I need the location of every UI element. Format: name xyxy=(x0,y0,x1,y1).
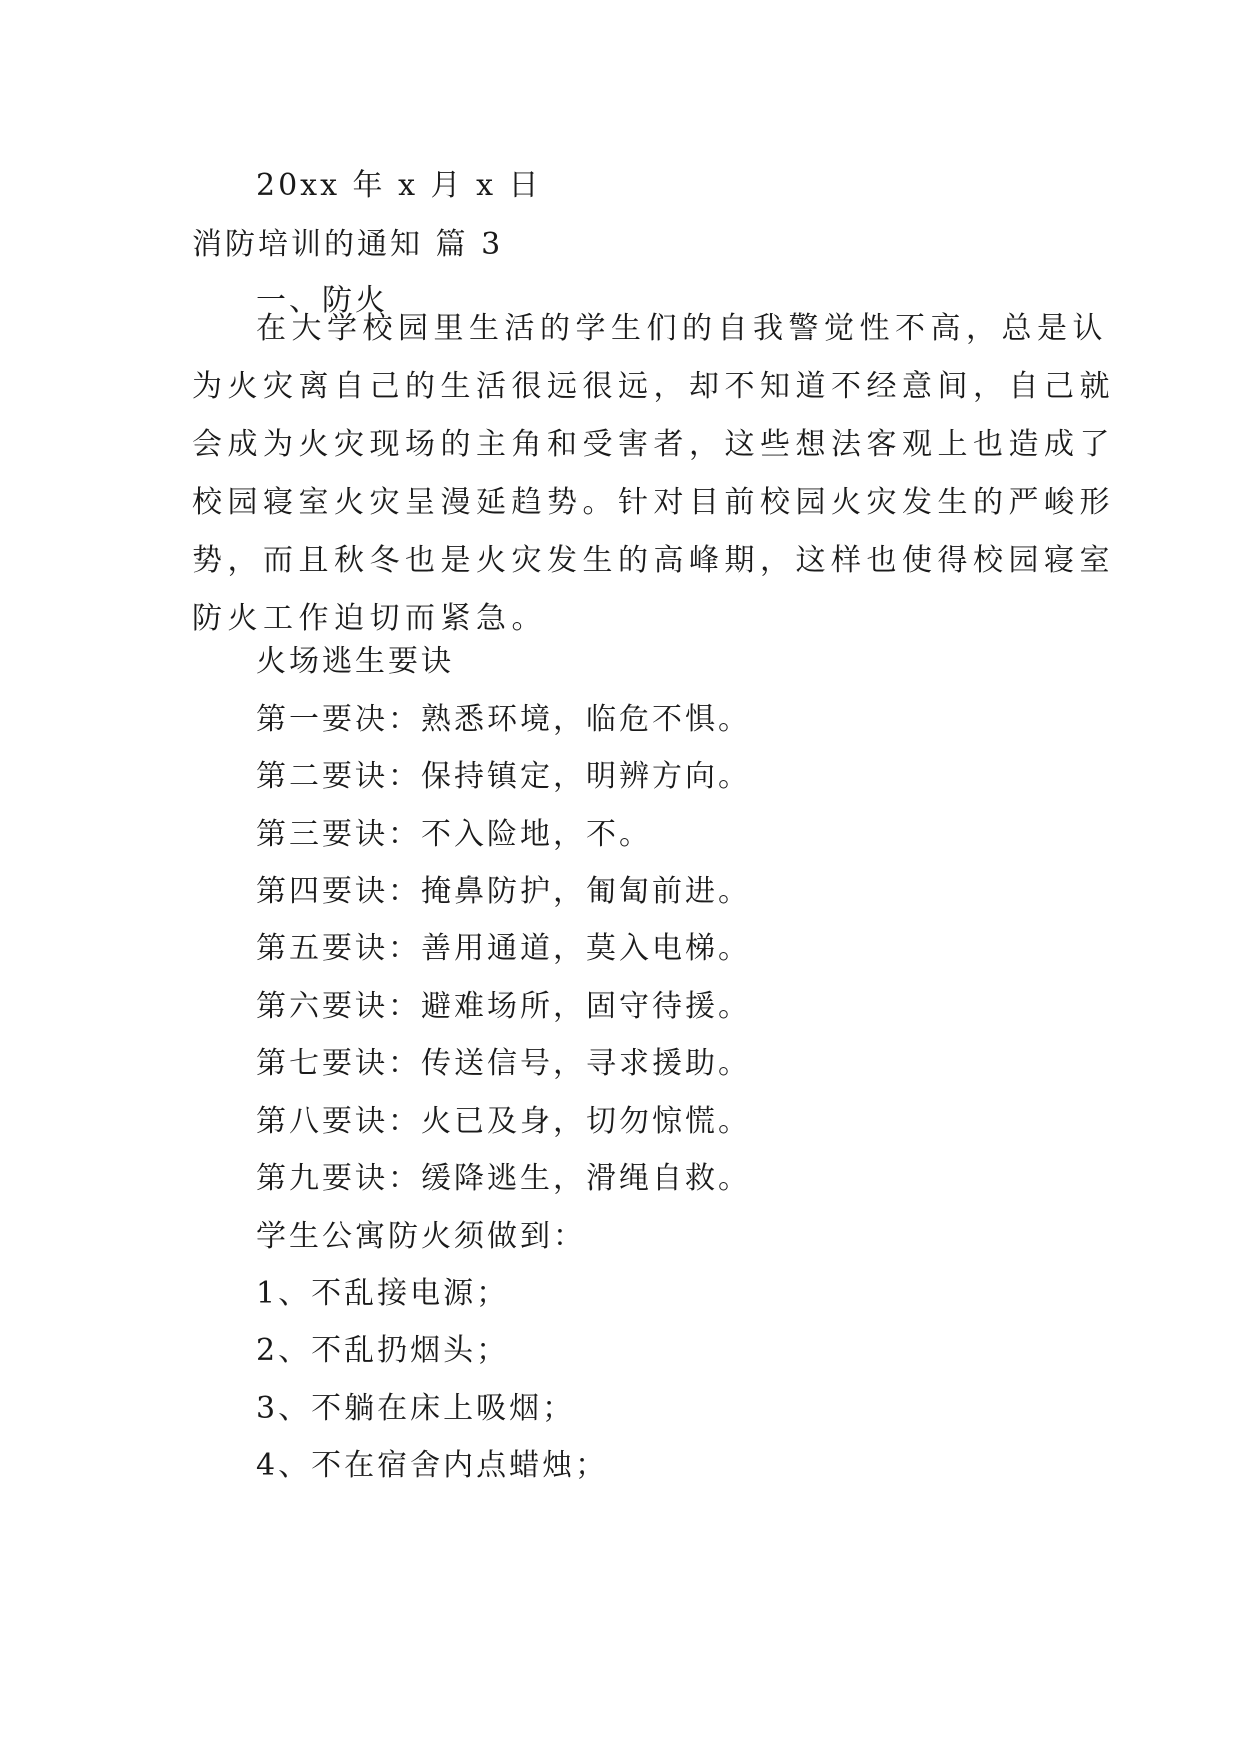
section-title: 一、防火 xyxy=(256,283,388,318)
dorm-rule: 1、不乱接电源； xyxy=(256,1276,510,1311)
paragraph-line: 防火工作迫切而紧急。 xyxy=(192,601,547,636)
escape-tip: 第八要诀：火已及身，切勿惊慌。 xyxy=(256,1104,751,1139)
dorm-rule: 4、不在宿舍内点蜡烛； xyxy=(256,1448,609,1483)
paragraph-line: 势，而且秋冬也是火灾发生的高峰期，这样也使得校园寝室 xyxy=(192,543,1115,578)
paragraph-line: 在大学校园里生活的学生们的自我警觉性不高，总是认 xyxy=(256,311,1108,346)
dorm-rule: 2、不乱扔烟头； xyxy=(256,1333,510,1368)
escape-tip: 第九要诀：缓降逃生，滑绳自救。 xyxy=(256,1161,751,1196)
document-heading: 消防培训的通知 篇 3 xyxy=(192,227,504,262)
paragraph-line: 会成为火灾现场的主角和受害者，这些想法客观上也造成了 xyxy=(192,427,1115,462)
escape-tip: 第五要诀：善用通道，莫入电梯。 xyxy=(256,931,751,966)
escape-tip: 第二要诀：保持镇定，明辨方向。 xyxy=(256,759,751,794)
dorm-rules-title: 学生公寓防火须做到： xyxy=(256,1219,586,1254)
escape-tip: 第七要诀：传送信号，寻求援助。 xyxy=(256,1046,751,1081)
escape-tip: 第三要诀：不入险地，不。 xyxy=(256,817,652,852)
escape-title: 火场逃生要诀 xyxy=(256,644,454,679)
escape-tip: 第四要诀：掩鼻防护，匍匐前进。 xyxy=(256,874,751,909)
escape-tip: 第六要诀：避难场所，固守待援。 xyxy=(256,989,751,1024)
document-date: 20xx 年 x 月 x 日 xyxy=(256,168,542,203)
paragraph-line: 为火灾离自己的生活很远很远，却不知道不经意间，自己就 xyxy=(192,369,1115,404)
dorm-rule: 3、不躺在床上吸烟； xyxy=(256,1391,576,1426)
paragraph-line: 校园寝室火灾呈漫延趋势。针对目前校园火灾发生的严峻形 xyxy=(192,485,1115,520)
intro-paragraph xyxy=(192,300,1115,648)
escape-tip: 第一要决：熟悉环境，临危不惧。 xyxy=(256,702,751,737)
